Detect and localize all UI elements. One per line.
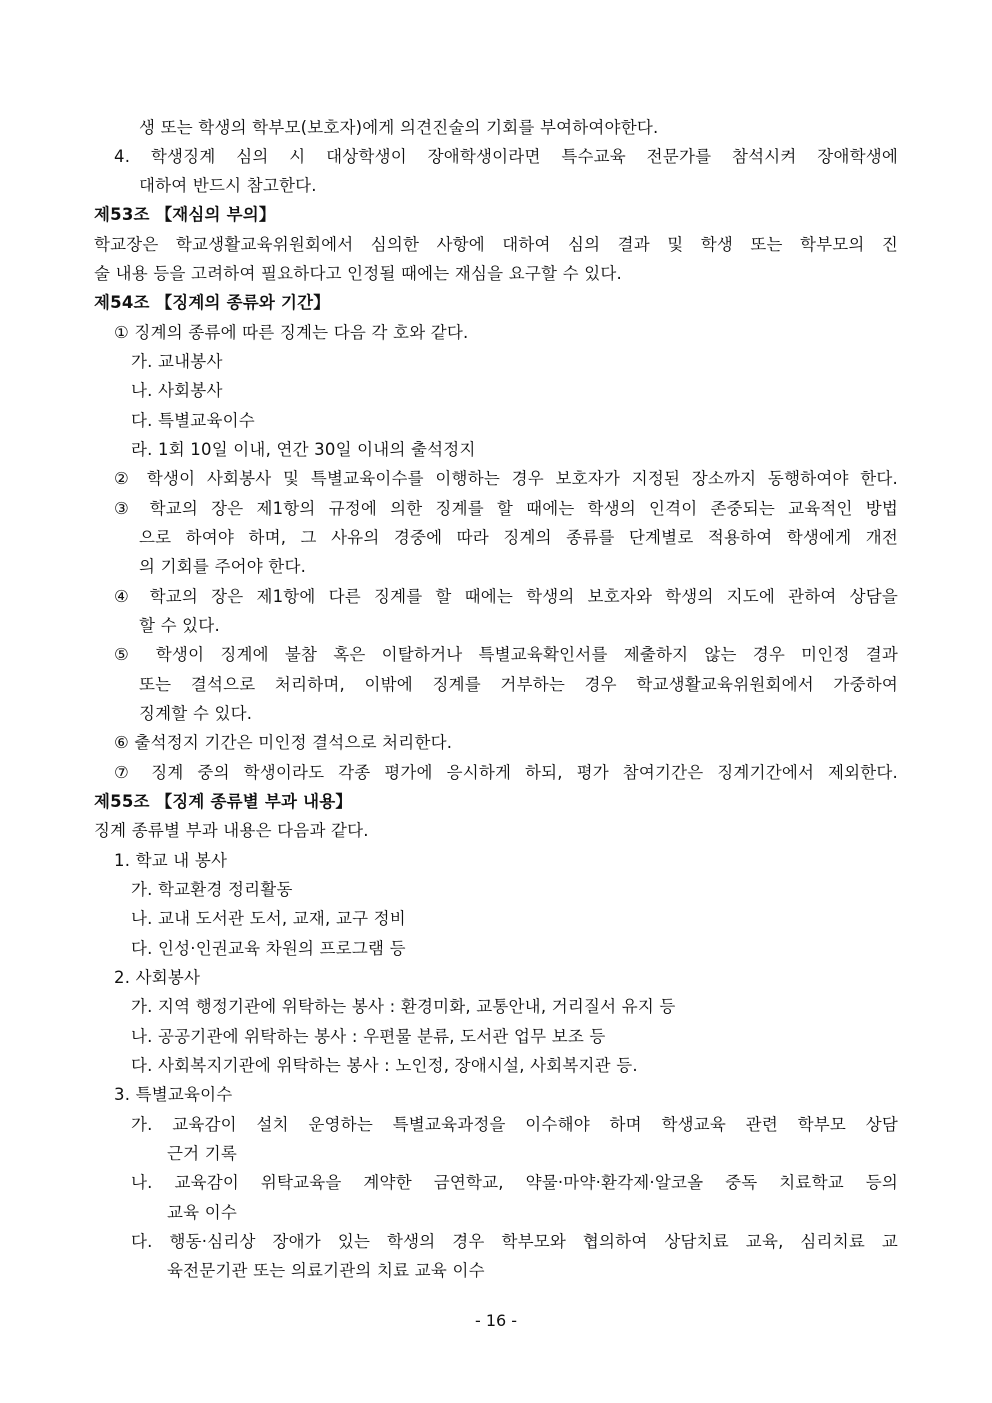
article-heading: 제54조 【징계의 종류와 기간】: [94, 293, 330, 312]
page-number: - 16 -: [474, 1311, 518, 1330]
list-item: 2. 사회봉사: [114, 968, 201, 987]
article-heading: 제55조 【징계 종류별 부과 내용】: [94, 792, 353, 811]
list-item: 다. 특별교육이수: [131, 411, 255, 430]
text-line: 생 또는 학생의 학부모(보호자)에게 의견진술의 기회를 부여하여야한다.: [139, 118, 659, 137]
text-line: 또는 결석으로 처리하며, 이밖에 징계를 거부하는 경우 학교생활교육위원회에서 가중하여: [139, 675, 898, 694]
text-line: ⑦ 징계 중의 학생이라도 각종 평가에 응시하게 하되, 평가 참여기간은 징계기간에서 제외한다.: [114, 763, 898, 782]
text-line: 징계 종류별 부과 내용은 다음과 같다.: [94, 821, 369, 840]
text-line: 대하여 반드시 참고한다.: [139, 176, 317, 195]
text-line: 의 기회를 주어야 한다.: [139, 557, 307, 576]
list-item: 가. 교육감이 설치 운영하는 특별교육과정을 이수해야 하며 학생교육 관련 학부모 상담: [131, 1115, 898, 1134]
list-item: 라. 1회 10일 이내, 연간 30일 이내의 출석정지: [131, 440, 476, 459]
list-item: 나. 교내 도서관 도서, 교재, 교구 정비: [131, 909, 406, 928]
text-line: ② 학생이 사회봉사 및 특별교육이수를 이행하는 경우 보호자가 지정된 장소까지 동행하여야 한다.: [114, 469, 898, 488]
text-line: 교육 이수: [167, 1203, 238, 1222]
text-line: 으로 하여야 하며, 그 사유의 경중에 따라 징계의 종류를 단계별로 적용하여 학생에게 개전: [139, 528, 898, 547]
list-item: 1. 학교 내 봉사: [114, 851, 228, 870]
text-line: ④ 학교의 장은 제1항에 다른 징계를 할 때에는 학생의 보호자와 학생의 지도에 관하여 상담을: [114, 587, 898, 606]
article-heading: 제53조 【재심의 부의】: [94, 205, 276, 224]
list-item: 가. 지역 행정기관에 위탁하는 봉사 : 환경미화, 교통안내, 거리질서 유지 등: [131, 997, 676, 1016]
text-line: ⑤ 학생이 징계에 불참 혹은 이탈하거나 특별교육확인서를 제출하지 않는 경우 미인정 결과: [114, 645, 898, 664]
text-line: ③ 학교의 장은 제1항의 규정에 의한 징계를 할 때에는 학생의 인격이 존중되는 교육적인 방법: [114, 499, 898, 518]
text-line: ① 징계의 종류에 따른 징계는 다음 각 호와 같다.: [114, 323, 469, 342]
text-line: 학교장은 학교생활교육위원회에서 심의한 사항에 대하여 심의 결과 및 학생 또는 학부모의 진: [94, 235, 898, 254]
list-item: 다. 행동·심리상 장애가 있는 학생의 경우 학부모와 협의하여 상담치료 교육, 심리치료 교: [131, 1232, 898, 1251]
list-item: 나. 사회봉사: [131, 381, 223, 400]
list-item: 3. 특별교육이수: [114, 1085, 233, 1104]
text-line: 술 내용 등을 고려하여 필요하다고 인정될 때에는 재심을 요구할 수 있다.: [94, 264, 622, 283]
list-item: 가. 교내봉사: [131, 352, 223, 371]
list-item: 나. 공공기관에 위탁하는 봉사 : 우편물 분류, 도서관 업무 보조 등: [131, 1027, 606, 1046]
text-line: 근거 기록: [167, 1144, 238, 1163]
text-line: ⑥ 출석정지 기간은 미인정 결석으로 처리한다.: [114, 733, 453, 752]
list-item: 나. 교육감이 위탁교육을 계약한 금연학교, 약물·마약·환각제·알코올 중독 치료학교 등의: [131, 1173, 898, 1192]
text-line: 징계할 수 있다.: [139, 704, 253, 723]
text-line: 할 수 있다.: [139, 616, 220, 635]
list-item: 다. 사회복지기관에 위탁하는 봉사 : 노인정, 장애시설, 사회복지관 등.: [131, 1056, 638, 1075]
list-item: 가. 학교환경 정리활동: [131, 880, 293, 899]
text-line: 4. 학생징계 심의 시 대상학생이 장애학생이라면 특수교육 전문가를 참석시켜 장애학생에: [114, 147, 898, 166]
text-line: 육전문기관 또는 의료기관의 치료 교육 이수: [167, 1261, 485, 1280]
list-item: 다. 인성·인권교육 차원의 프로그램 등: [131, 939, 406, 958]
